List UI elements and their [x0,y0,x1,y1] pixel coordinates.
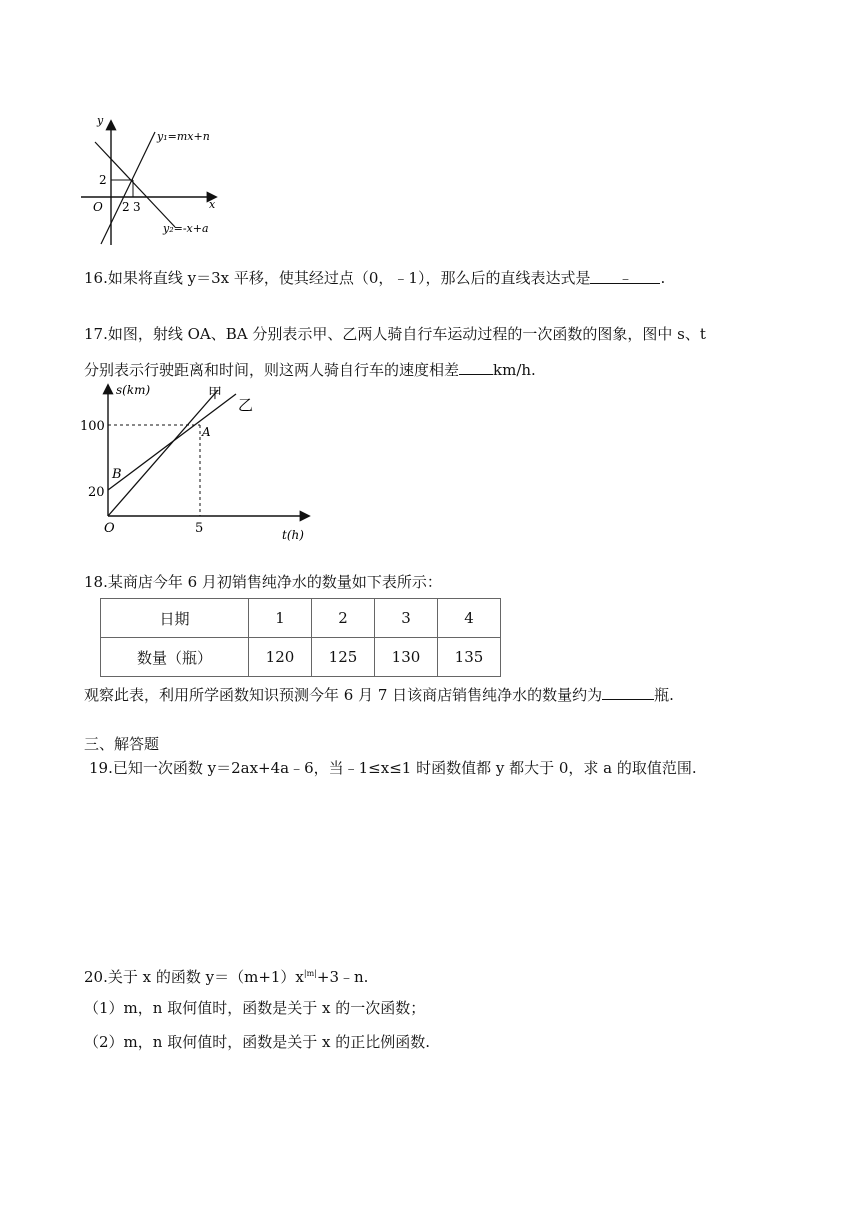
table-cell: 1 [249,599,312,638]
question-18-follow [84,684,674,705]
figure-intersecting-lines [75,110,235,250]
q16-end: . [660,269,666,287]
table-cell: 2 [312,599,375,638]
fig2-label-jia: 甲 [208,386,222,402]
fig2-y-tick-20: 20 [88,485,105,500]
q16-blank: ﹣ [590,268,660,284]
q18-follow-end: 瓶. [654,686,674,704]
fig1-line1-label: y₁=mx+n [157,130,210,143]
sales-table [100,598,501,677]
fig2-y-label: s(km) [116,383,151,397]
table-header-date: 日期 [101,599,249,638]
fig2-x-tick-5: 5 [195,521,204,536]
question-19: 19.已知一次函数 y＝2ax+4a﹣6，当﹣1≤x≤1 时函数值都 y 都大于 0，求 a 的取值范围. [89,759,697,777]
fig2-y-tick-100: 100 [80,419,105,434]
question-16 [84,268,665,288]
table-cell: 130 [375,638,438,677]
fig2-point-a: A [202,425,211,439]
fig2-point-b: B [112,467,122,482]
q17-unit: km/h. [493,361,536,379]
q20-pre: 20.关于 x 的函数 y＝（m+1）x [84,968,304,986]
fig1-x-tick-a: 2 [122,200,130,214]
section-title: 三、解答题 [84,735,160,753]
table-cell: 120 [249,638,312,677]
fig1-x-label: x [209,198,216,211]
q18-blank [602,684,654,700]
table-cell: 4 [438,599,501,638]
question-20-part2: （2）m，n 取何值时，函数是关于 x 的正比例函数. [84,1033,430,1051]
fig1-y-tick: 2 [99,173,107,187]
fig1-line2-label: y₂=-x+a [163,222,209,235]
fig2-line-jia [108,390,218,516]
figure-distance-time [78,380,318,548]
fig2-label-yi: 乙 [238,396,254,414]
fig1-line1 [101,132,155,244]
question-17-line2 [84,359,536,380]
fig2-origin: O [104,521,115,536]
q18-follow-text: 观察此表，利用所学函数知识预测今年 6 月 7 日该商店销售纯净水的数量约为 [84,686,603,704]
q17-blank [459,359,493,375]
q16-text: 16.如果将直线 y＝3x 平移，使其经过点（0，﹣1），那么后的直线表达式是 [84,269,591,287]
q20-exponent: |m| [303,969,317,978]
fig1-x-tick-b: 3 [133,200,141,214]
q20-post: +3﹣n. [316,968,369,986]
question-20 [84,964,368,987]
table-row-days [101,599,501,638]
fig2-line-yi [108,394,236,490]
question-18: 18.某商店今年 6 月初销售纯净水的数量如下表所示： [84,573,442,591]
fig2-x-label: t(h) [282,528,304,542]
fig1-origin: O [93,200,103,214]
table-cell: 135 [438,638,501,677]
fig1-y-label: y [97,114,104,127]
q17-text: 分别表示行驶距离和时间，则这两人骑自行车的速度相差 [84,361,460,379]
table-header-amount: 数量（瓶） [101,638,249,677]
fig1-line2 [95,142,175,227]
question-20-part1: （1）m，n 取何值时，函数是关于 x 的一次函数； [84,999,426,1017]
table-cell: 3 [375,599,438,638]
table-row-amounts [101,638,501,677]
table-cell: 125 [312,638,375,677]
question-17-line1: 17.如图，射线 OA、BA 分别表示甲、乙两人骑自行车运动过程的一次函数的图象，图中 s、t [84,325,706,343]
